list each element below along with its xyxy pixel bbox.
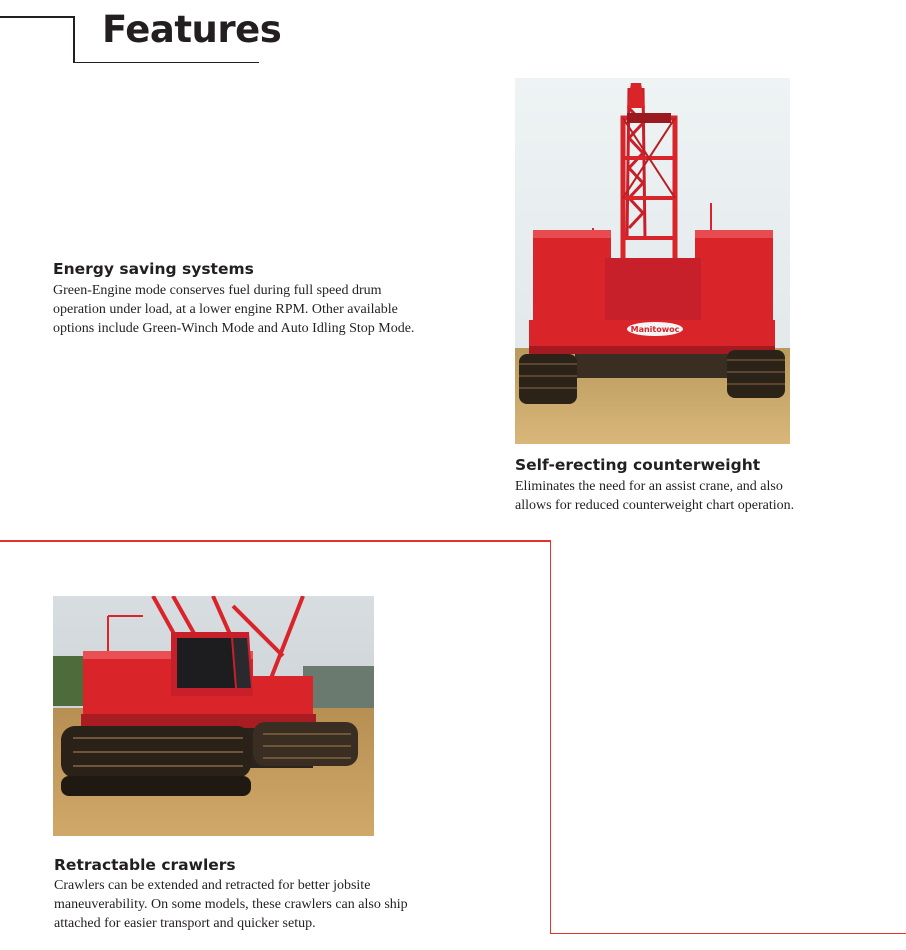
text-line: Crawlers can be extended and retracted for better jobsite — [54, 878, 371, 893]
feature-title-self-erecting-counterweight: Self-erecting counterweight — [515, 456, 761, 474]
feature-text-retractable-crawlers — [54, 876, 408, 933]
crane-crawlers-photo — [53, 596, 374, 836]
text-line: maneuverability. On some models, these crawlers can also ship — [54, 897, 408, 912]
text-line: operation under load, at a lower engine RPM. Other available — [53, 302, 398, 317]
text-line: attached for easier transport and quicker setup. — [54, 916, 316, 931]
brand-logo-text: Manitowoc — [630, 325, 680, 334]
text-line: allows for reduced counterweight chart operation. — [515, 498, 795, 513]
feature-title-energy-saving: Energy saving systems — [53, 260, 254, 278]
header-frame-underline — [73, 62, 259, 64]
header-frame-line — [73, 16, 75, 63]
header-frame-line — [0, 16, 74, 18]
section-divider-red — [0, 540, 551, 542]
feature-text-self-erecting-counterweight — [515, 477, 794, 515]
text-line: Eliminates the need for an assist crane, and also — [515, 479, 783, 494]
feature-title-retractable-crawlers: Retractable crawlers — [54, 856, 236, 874]
text-line: options include Green-Winch Mode and Auto Idling Stop Mode. — [53, 321, 415, 336]
crane-counterweight-photo — [515, 78, 790, 444]
page-title: Features — [102, 8, 282, 51]
text-line: Green-Engine mode conserves fuel during full speed drum — [53, 283, 382, 298]
feature-text-energy-saving — [53, 281, 414, 338]
section-divider-red — [550, 933, 906, 935]
section-divider-red — [550, 540, 552, 934]
